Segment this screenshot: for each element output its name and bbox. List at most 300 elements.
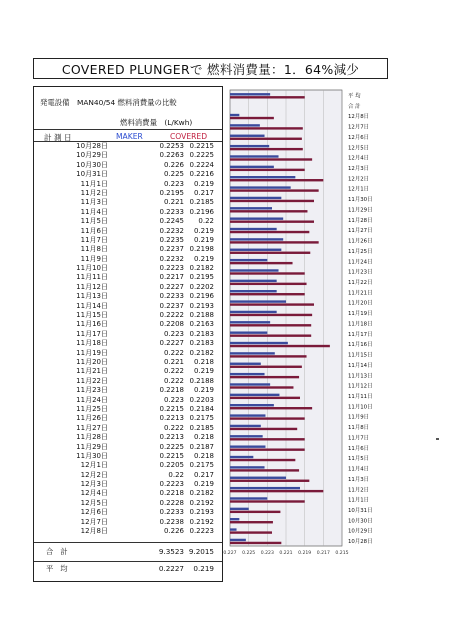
category-label: 12月1日 [348, 186, 370, 193]
row-date: 10月30日 [76, 160, 108, 169]
category-label: 11月27日 [348, 228, 373, 235]
data-table-panel [33, 86, 223, 582]
table-row [34, 264, 222, 273]
category-label: 11月28日 [348, 217, 373, 224]
category-label: 11月23日 [348, 269, 373, 276]
total-label: 合 計 [46, 547, 68, 556]
table-row [34, 330, 222, 339]
category-label: 12月6日 [348, 134, 370, 141]
row-date: 11月24日 [76, 395, 108, 404]
bar-maker [230, 155, 279, 157]
bar-maker [230, 342, 288, 344]
x-tick-label: 0.223 [260, 551, 274, 556]
average-row [34, 563, 222, 575]
row-date: 12月5日 [80, 498, 108, 507]
row-covered-value: 0.2196 [189, 207, 214, 216]
bar-covered [230, 345, 330, 347]
category-label: 11月18日 [348, 321, 373, 328]
total-maker: 9.3523 [158, 547, 184, 556]
row-covered-value: 0.22 [198, 217, 214, 226]
bar-covered [230, 448, 305, 450]
row-date: 12月8日 [80, 527, 108, 536]
bar-maker [230, 331, 267, 333]
bar-maker [230, 145, 269, 147]
table-row [34, 508, 222, 517]
row-date: 11月12日 [76, 282, 108, 291]
bar-maker [230, 487, 300, 489]
table-row [34, 489, 222, 498]
row-covered-value: 0.219 [193, 386, 214, 395]
category-label: 11月29日 [348, 207, 373, 214]
bar-maker [230, 249, 281, 251]
row-covered-value: 0.2202 [189, 282, 214, 291]
table-row [34, 311, 222, 320]
category-label: 11月30日 [348, 197, 373, 204]
table-row [34, 518, 222, 527]
row-maker-value: 0.2205 [159, 461, 184, 470]
category-label: 11月13日 [348, 373, 373, 380]
bar-covered [230, 469, 299, 471]
row-date: 12月3日 [80, 480, 108, 489]
category-label: 11月3日 [348, 476, 370, 483]
category-label: 12月8日 [348, 114, 370, 121]
row-covered-value: 0.2203 [189, 395, 214, 404]
row-maker-value: 0.2233 [159, 508, 184, 517]
row-date: 11月19日 [76, 348, 108, 357]
table-row [34, 255, 222, 264]
bar-covered [230, 459, 295, 461]
category-label: 11月12日 [348, 383, 373, 390]
x-tick-label: 0.217 [316, 551, 330, 556]
table-row [34, 320, 222, 329]
bar-maker [230, 280, 277, 282]
category-label: 10月31日 [348, 508, 373, 515]
bar-maker [230, 207, 272, 209]
row-date: 11月9日 [80, 254, 108, 263]
table-row [34, 461, 222, 470]
bar-covered [230, 480, 309, 482]
row-maker-value: 0.221 [163, 357, 184, 366]
category-label: 平 均 [348, 93, 361, 100]
row-maker-value: 0.2223 [159, 480, 184, 489]
row-maker-value: 0.2228 [159, 498, 184, 507]
row-maker-value: 0.223 [163, 329, 184, 338]
bar-covered [230, 314, 312, 316]
row-covered-value: 0.2224 [189, 160, 214, 169]
total-row [34, 546, 222, 558]
header-divider [34, 129, 222, 130]
bar-covered [230, 283, 307, 285]
row-covered-value: 0.2193 [189, 301, 214, 310]
row-maker-value: 0.2213 [159, 414, 184, 423]
row-maker-value: 0.2238 [159, 517, 184, 526]
row-maker-value: 0.223 [163, 179, 184, 188]
row-maker-value: 0.2233 [159, 292, 184, 301]
row-date: 11月8日 [80, 245, 108, 254]
table-row [34, 367, 222, 376]
table-row [34, 349, 222, 358]
header-covered: COVERED [170, 132, 208, 141]
row-maker-value: 0.2227 [159, 339, 184, 348]
row-maker-value: 0.2232 [159, 254, 184, 263]
bar-maker [230, 539, 246, 541]
row-maker-value: 0.2245 [159, 217, 184, 226]
table-row [34, 527, 222, 536]
table-row [34, 480, 222, 489]
row-maker-value: 0.2222 [159, 311, 184, 320]
table-row [34, 180, 222, 189]
x-tick-label: 0.227 [223, 551, 237, 556]
bar-covered [230, 200, 314, 202]
bar-maker [230, 528, 237, 530]
bar-maker [230, 414, 265, 416]
row-date: 11月17日 [76, 329, 108, 338]
row-covered-value: 0.2185 [189, 423, 214, 432]
bar-maker [230, 383, 270, 385]
bar-covered [230, 428, 297, 430]
category-label: 11月22日 [348, 280, 373, 287]
bar-maker [230, 197, 281, 199]
bar-covered [230, 231, 309, 233]
row-date: 11月3日 [80, 198, 108, 207]
row-date: 10月29日 [76, 151, 108, 160]
row-covered-value: 0.217 [193, 470, 214, 479]
row-maker-value: 0.2218 [159, 489, 184, 498]
category-label: 11月16日 [348, 342, 373, 349]
table-row [34, 396, 222, 405]
bar-maker [230, 124, 260, 126]
table-row [34, 386, 222, 395]
category-label: 11月9日 [348, 414, 370, 421]
row-date: 10月31日 [76, 170, 108, 179]
category-label: 12月4日 [348, 155, 370, 162]
category-label: 10月28日 [348, 539, 373, 546]
row-maker-value: 0.222 [163, 348, 184, 357]
bar-covered [230, 324, 311, 326]
row-maker-value: 0.226 [163, 160, 184, 169]
row-maker-value: 0.2225 [159, 442, 184, 451]
category-label: 11月4日 [348, 466, 370, 473]
row-maker-value: 0.2208 [159, 320, 184, 329]
bar-covered [230, 241, 319, 243]
table-row [34, 217, 222, 226]
bar-covered [230, 169, 305, 171]
bar-maker [230, 217, 283, 219]
bar-covered [230, 158, 312, 160]
table-row [34, 414, 222, 423]
row-covered-value: 0.2175 [189, 461, 214, 470]
total-covered: 9.2015 [188, 547, 214, 556]
row-maker-value: 0.225 [163, 170, 184, 179]
average-label: 平 均 [46, 564, 68, 573]
category-label: 11月15日 [348, 352, 373, 359]
category-label: 11月1日 [348, 497, 370, 504]
row-maker-value: 0.2217 [159, 273, 184, 282]
bar-maker [230, 238, 283, 240]
bar-maker [230, 176, 295, 178]
bar-maker [230, 114, 239, 116]
average-divider [34, 561, 222, 562]
bar-covered [230, 210, 307, 212]
bar-chart-svg [223, 86, 388, 568]
row-date: 11月26日 [76, 414, 108, 423]
average-maker: 0.2227 [158, 564, 184, 573]
row-covered-value: 0.219 [193, 226, 214, 235]
bar-covered [230, 303, 314, 305]
x-tick-label: 0.215 [335, 551, 349, 556]
bar-covered [230, 521, 273, 523]
bar-maker [230, 321, 270, 323]
row-covered-value: 0.2193 [189, 508, 214, 517]
bar-covered [230, 272, 305, 274]
category-label: 11月17日 [348, 331, 373, 338]
row-covered-value: 0.2182 [189, 264, 214, 273]
table-row [34, 377, 222, 386]
row-maker-value: 0.22 [168, 470, 184, 479]
row-covered-value: 0.2225 [189, 151, 214, 160]
row-date: 12月6日 [80, 508, 108, 517]
category-label: 11月2日 [348, 487, 370, 494]
row-maker-value: 0.222 [163, 376, 184, 385]
bar-maker [230, 186, 291, 188]
bar-covered [230, 386, 293, 388]
row-covered-value: 0.218 [193, 357, 214, 366]
row-maker-value: 0.226 [163, 527, 184, 536]
category-label: 11月6日 [348, 445, 370, 452]
bar-covered [230, 138, 302, 140]
row-covered-value: 0.2223 [189, 527, 214, 536]
row-covered-value: 0.2185 [189, 198, 214, 207]
category-label: 11月14日 [348, 362, 373, 369]
category-label: 11月21日 [348, 290, 373, 297]
row-covered-value: 0.2192 [189, 498, 214, 507]
category-label: 11月19日 [348, 311, 373, 318]
bar-maker [230, 445, 265, 447]
row-covered-value: 0.219 [193, 179, 214, 188]
category-label: 12月3日 [348, 166, 370, 173]
x-tick-label: 0.225 [242, 551, 256, 556]
row-date: 11月28日 [76, 433, 108, 442]
table-row [34, 405, 222, 414]
row-date: 12月2日 [80, 470, 108, 479]
row-date: 12月7日 [80, 517, 108, 526]
row-maker-value: 0.222 [163, 423, 184, 432]
row-covered-value: 0.2184 [189, 404, 214, 413]
bar-maker [230, 466, 265, 468]
table-row [34, 499, 222, 508]
bar-covered [230, 490, 323, 492]
table-row [34, 302, 222, 311]
header-date: 計 測 日 [44, 133, 72, 142]
table-row [34, 452, 222, 461]
row-maker-value: 0.2227 [159, 282, 184, 291]
row-date: 11月22日 [76, 376, 108, 385]
table-row [34, 170, 222, 179]
average-covered: 0.219 [193, 564, 214, 573]
category-label: 11月5日 [348, 456, 370, 463]
x-tick-label: 0.219 [298, 551, 312, 556]
table-row [34, 161, 222, 170]
margin-mark [436, 438, 439, 440]
table-row [34, 471, 222, 480]
bar-covered [230, 511, 280, 513]
row-date: 11月27日 [76, 423, 108, 432]
row-covered-value: 0.2198 [189, 245, 214, 254]
row-covered-value: 0.2182 [189, 348, 214, 357]
row-covered-value: 0.2183 [189, 329, 214, 338]
row-date: 11月11日 [76, 273, 108, 282]
table-row [34, 208, 222, 217]
row-maker-value: 0.2218 [159, 386, 184, 395]
bar-covered [230, 407, 312, 409]
bar-covered [230, 397, 300, 399]
row-date: 11月4日 [80, 207, 108, 216]
bar-covered [230, 334, 311, 336]
category-label: 11月25日 [348, 248, 373, 255]
bar-maker [230, 456, 253, 458]
bar-maker [230, 269, 279, 271]
row-maker-value: 0.2235 [159, 235, 184, 244]
row-covered-value: 0.2182 [189, 489, 214, 498]
category-label: 11月8日 [348, 425, 370, 432]
page-title: COVERED PLUNGERで 燃料消費量：1．64%減少 [33, 58, 388, 79]
bar-maker [230, 425, 261, 427]
bar-covered [230, 366, 302, 368]
bar-maker [230, 363, 261, 365]
table-row [34, 358, 222, 367]
row-maker-value: 0.2223 [159, 264, 184, 273]
row-covered-value: 0.219 [193, 367, 214, 376]
table-row [34, 433, 222, 442]
row-date: 11月21日 [76, 367, 108, 376]
row-date: 11月14日 [76, 301, 108, 310]
table-row [34, 227, 222, 236]
bar-maker [230, 93, 270, 95]
bar-covered [230, 189, 319, 191]
table-row [34, 339, 222, 348]
bar-maker [230, 166, 274, 168]
row-maker-value: 0.2233 [159, 207, 184, 216]
bar-maker [230, 259, 267, 261]
bar-maker [230, 300, 286, 302]
category-label: 12月5日 [348, 145, 370, 152]
row-maker-value: 0.2215 [159, 451, 184, 460]
header-maker: MAKER [116, 132, 143, 141]
bar-maker [230, 404, 274, 406]
table-row [34, 443, 222, 452]
row-date: 11月25日 [76, 404, 108, 413]
row-maker-value: 0.221 [163, 198, 184, 207]
bar-covered [230, 117, 274, 119]
row-maker-value: 0.2253 [159, 142, 184, 150]
bar-maker [230, 435, 263, 437]
table-row [34, 245, 222, 254]
bar-maker [230, 311, 277, 313]
table-row [34, 292, 222, 301]
table-row [34, 273, 222, 282]
row-date: 11月23日 [76, 386, 108, 395]
category-label: 11月24日 [348, 259, 373, 266]
bar-covered [230, 179, 323, 181]
bar-covered [230, 127, 303, 129]
row-covered-value: 0.2215 [189, 142, 214, 150]
row-covered-value: 0.218 [193, 433, 214, 442]
bar-covered [230, 376, 299, 378]
row-maker-value: 0.223 [163, 395, 184, 404]
row-date: 11月16日 [76, 320, 108, 329]
row-date: 11月13日 [76, 292, 108, 301]
table-row [34, 142, 222, 151]
bar-covered [230, 96, 305, 98]
bar-covered [230, 438, 305, 440]
bar-covered [230, 293, 305, 295]
bar-covered [230, 531, 272, 533]
table-row [34, 283, 222, 292]
row-covered-value: 0.2183 [189, 339, 214, 348]
category-label: 11月7日 [348, 435, 370, 442]
row-covered-value: 0.2188 [189, 311, 214, 320]
row-date: 11月10日 [76, 264, 108, 273]
row-maker-value: 0.222 [163, 367, 184, 376]
table-row [34, 424, 222, 433]
row-covered-value: 0.217 [193, 188, 214, 197]
bar-covered [230, 262, 293, 264]
row-covered-value: 0.2192 [189, 517, 214, 526]
table-row [34, 189, 222, 198]
row-covered-value: 0.219 [193, 235, 214, 244]
bar-maker [230, 290, 277, 292]
table-row [34, 151, 222, 160]
bar-maker [230, 373, 265, 375]
bar-covered [230, 148, 303, 150]
row-date: 11月20日 [76, 357, 108, 366]
row-date: 11月2日 [80, 188, 108, 197]
bar-covered [230, 542, 281, 544]
category-label: 10月30日 [348, 518, 373, 525]
row-covered-value: 0.2216 [189, 170, 214, 179]
category-label: 12月7日 [348, 124, 370, 131]
row-covered-value: 0.218 [193, 451, 214, 460]
category-label: 10月29日 [348, 528, 373, 535]
row-date: 11月5日 [80, 217, 108, 226]
row-date: 11月6日 [80, 226, 108, 235]
row-date: 12月1日 [80, 461, 108, 470]
unit-label: 燃料消費量 (L/Kwh) [120, 118, 193, 127]
row-covered-value: 0.219 [193, 480, 214, 489]
row-covered-value: 0.2196 [189, 292, 214, 301]
row-maker-value: 0.2263 [159, 151, 184, 160]
category-label: 12月2日 [348, 176, 370, 183]
row-maker-value: 0.2213 [159, 433, 184, 442]
table-row [34, 236, 222, 245]
row-date: 10月28日 [76, 142, 108, 150]
row-date: 11月30日 [76, 451, 108, 460]
row-covered-value: 0.2195 [189, 273, 214, 282]
row-covered-value: 0.2188 [189, 376, 214, 385]
table-body [34, 142, 222, 536]
row-covered-value: 0.2187 [189, 442, 214, 451]
category-label: 11月10日 [348, 404, 373, 411]
row-date: 11月7日 [80, 235, 108, 244]
row-maker-value: 0.2215 [159, 404, 184, 413]
bar-maker [230, 394, 279, 396]
bar-covered [230, 500, 305, 502]
row-covered-value: 0.219 [193, 254, 214, 263]
row-date: 12月4日 [80, 489, 108, 498]
table-row [34, 198, 222, 207]
bar-covered [230, 252, 310, 254]
row-maker-value: 0.2232 [159, 226, 184, 235]
